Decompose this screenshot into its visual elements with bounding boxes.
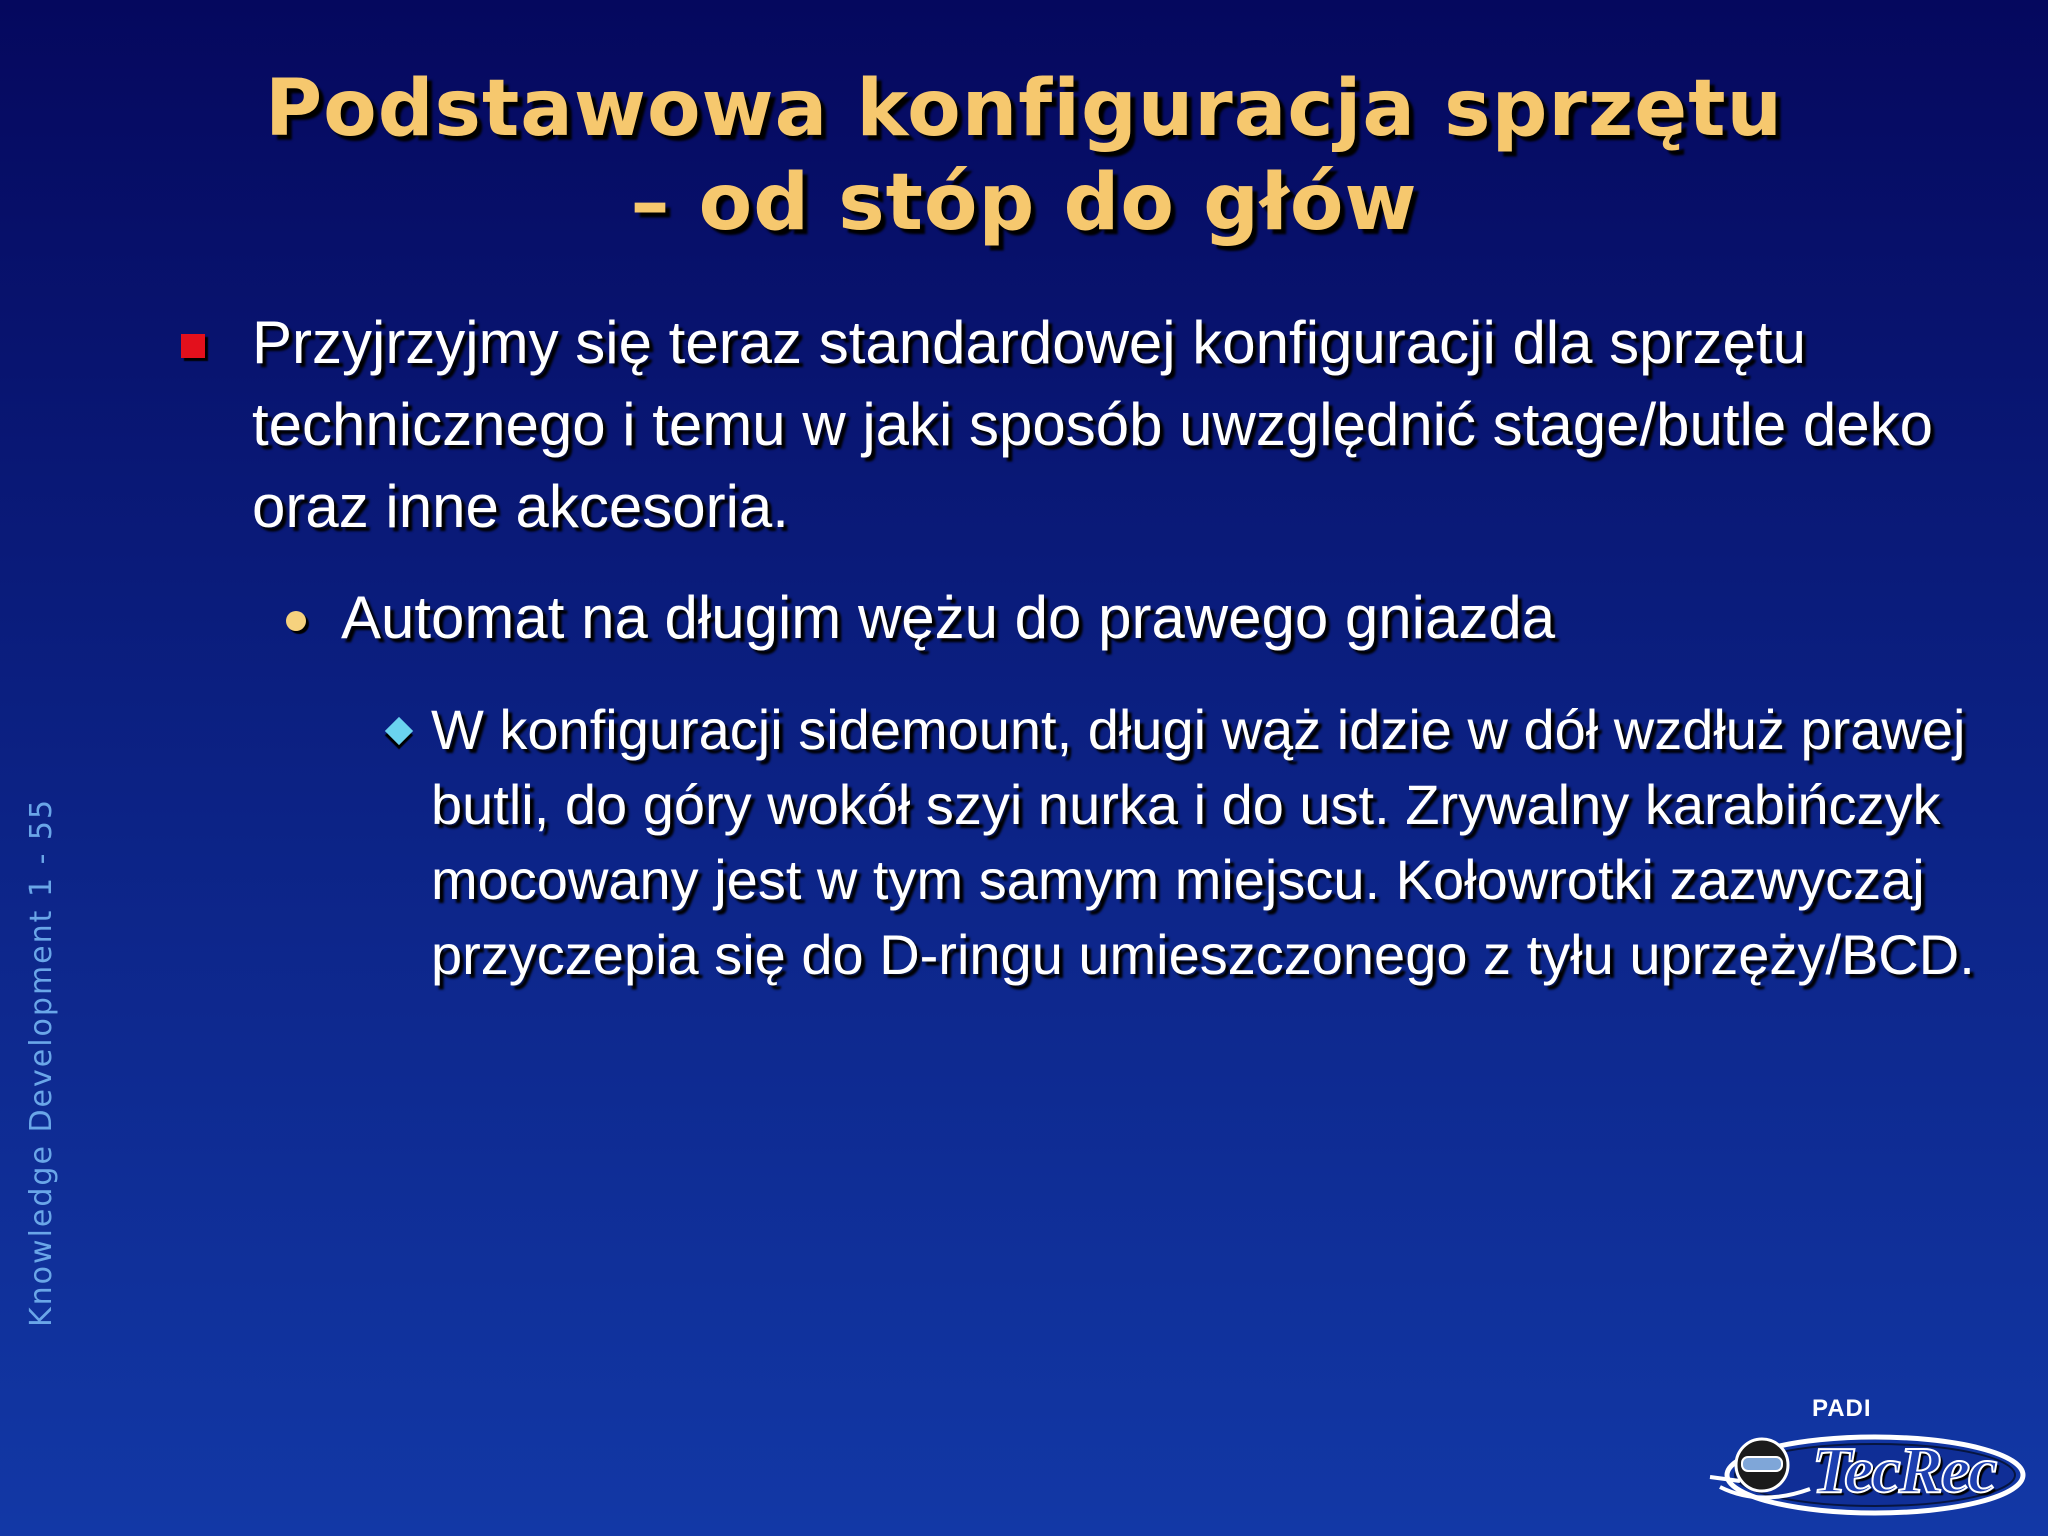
dot-bullet-icon bbox=[286, 611, 306, 631]
padi-tecrec-logo bbox=[1700, 1395, 2030, 1525]
square-bullet-icon bbox=[181, 334, 205, 358]
slide-title bbox=[0, 62, 2048, 250]
title-line-1: Podstawowa konfiguracja sprzętu bbox=[264, 64, 1784, 154]
logo-brand-text: TecRec bbox=[1812, 1434, 1996, 1507]
bullet-level-1: Przyjrzyjmy się teraz standardowej konfiguracji dla sprzętu technicznego i temu w jaki sposób uwzględnić stage/butle deko oraz inne akcesoria. bbox=[252, 309, 1933, 540]
diamond-bullet-icon bbox=[385, 717, 413, 745]
bullet-level-3: W konfiguracji sidemount, długi wąż idzie w dół wzdłuż prawej butli, do góry wokół szyi nurka i do ust. Zrywalny karabińczyk mocowany jest w tym samym miejscu. Kołowrotki zazwyczaj przyczepia się do D-ringu umieszczonego z tyłu uprzęży/BCD. bbox=[431, 698, 1975, 986]
logo-padi-text: PADI bbox=[1812, 1395, 1872, 1422]
title-line-2: – od stóp do głów bbox=[630, 158, 1418, 248]
bullet-level-2: Automat na długim wężu do prawego gniazda bbox=[341, 584, 1556, 651]
side-label-text: Knowledge Development 1 - 55 bbox=[24, 797, 59, 1327]
